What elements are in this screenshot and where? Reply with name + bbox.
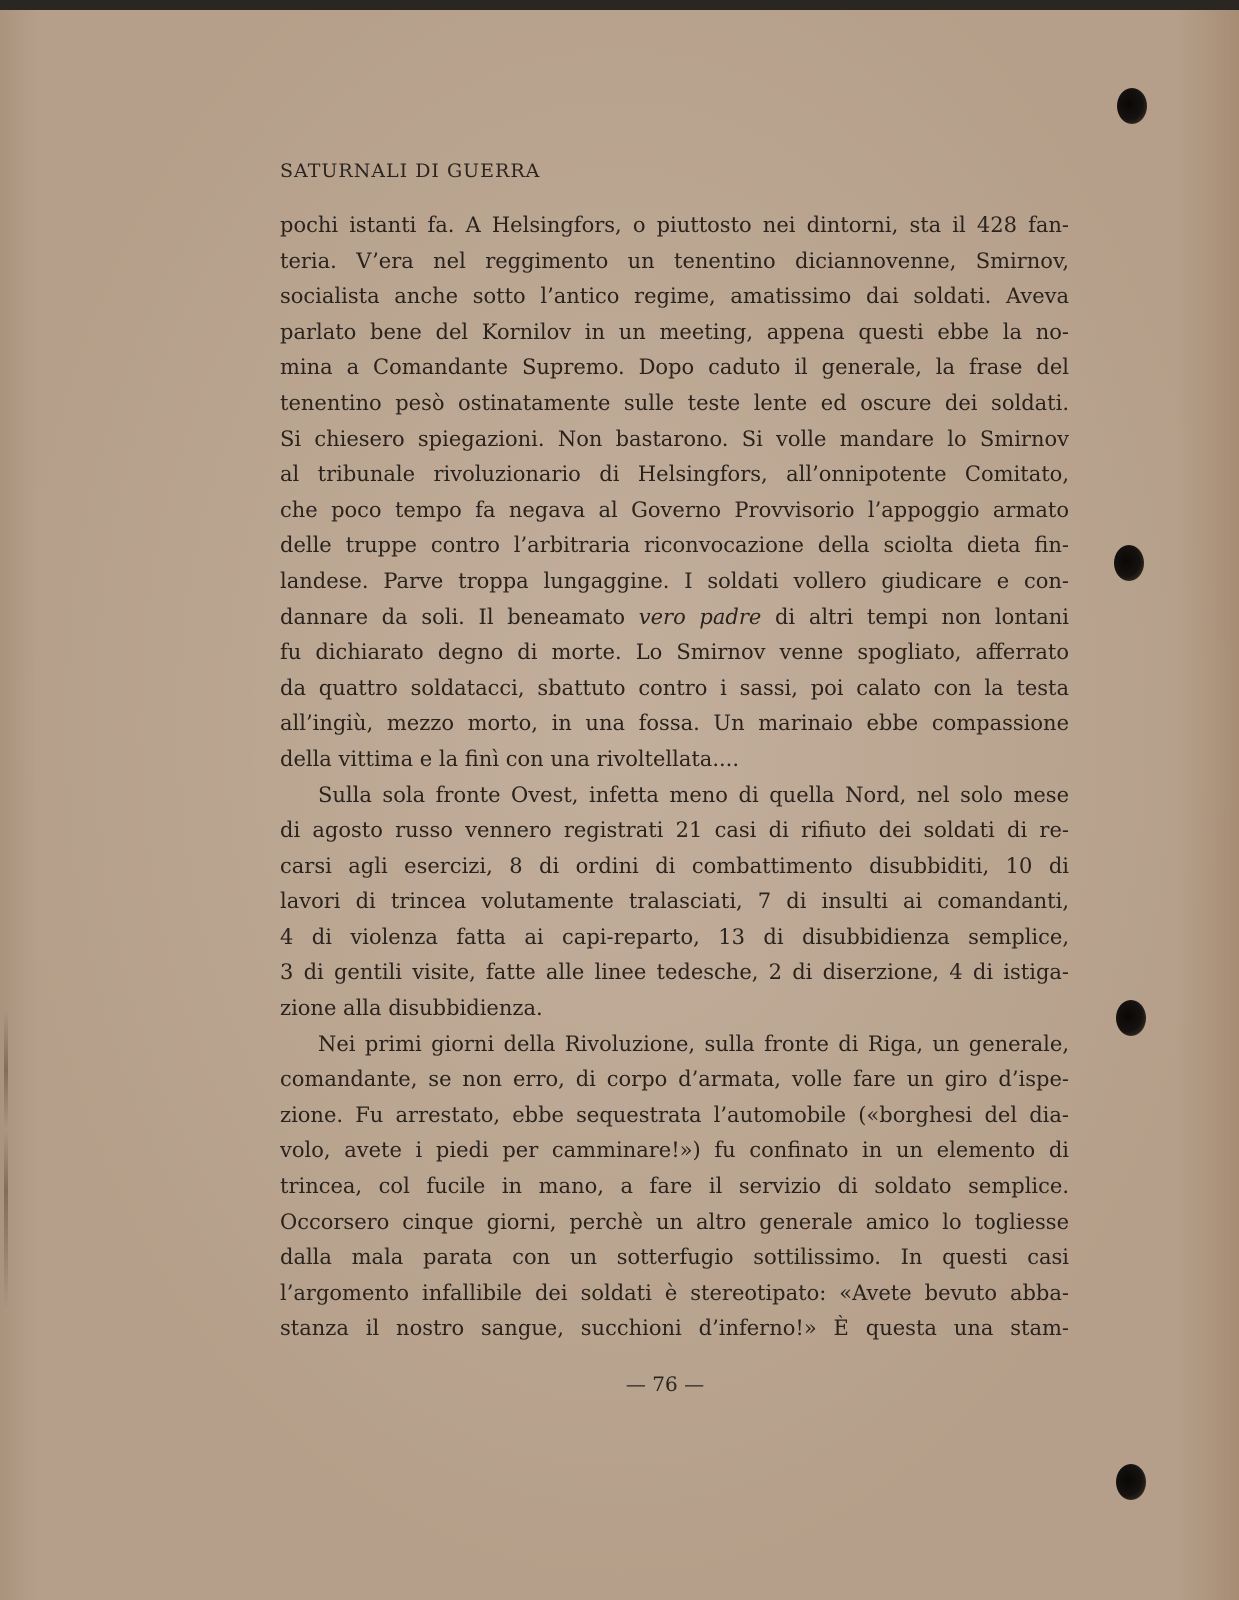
text-segment: dannare da soli. Il beneamato — [280, 604, 626, 629]
text-line: comandante, se non erro, di corpo d’armata, volle fare un giro d’ispe- — [280, 1067, 1069, 1092]
text-line: zione. Fu arrestato, ebbe sequestrata l’automobile («borghesi del dia- — [280, 1102, 1069, 1127]
text-line: trincea, col fucile in mano, a fare il servizio di soldato semplice. — [280, 1174, 1069, 1199]
text-line-with-italic — [280, 600, 1069, 636]
text-line: all’ingiù, mezzo morto, in una fossa. Un marinaio ebbe compassione — [280, 711, 1069, 736]
text-line: dalla mala parata con un sotterfugio sottilissimo. In questi casi — [280, 1245, 1069, 1270]
paragraph-start-line: Sulla sola fronte Ovest, infetta meno di quella Nord, nel solo mese — [318, 782, 1069, 807]
text-line: teria. V’era nel reggimento un tenentino diciannovenne, Smirnov, — [280, 248, 1069, 273]
binding-hole — [1116, 1464, 1146, 1500]
binding-hole — [1114, 545, 1144, 581]
paragraph-start-line: Nei primi giorni della Rivoluzione, sulla fronte di Riga, un generale, — [318, 1031, 1069, 1056]
text-line: al tribunale rivoluzionario di Helsingfors, all’onnipotente Comitato, — [280, 462, 1069, 487]
text-line: l’argomento infallibile dei soldati è stereotipato: «Avete bevuto abba- — [280, 1280, 1069, 1305]
text-segment: di altri tempi non lontani — [774, 604, 1069, 629]
text-line: fu dichiarato degno di morte. Lo Smirnov venne spogliato, afferrato — [280, 640, 1069, 665]
book-page — [0, 10, 1239, 1600]
text-line: socialista anche sotto l’antico regime, amatissimo dai soldati. Aveva — [280, 284, 1069, 309]
text-line: landese. Parve troppa lungaggine. I soldati vollero giudicare e con- — [280, 568, 1069, 593]
page-number: — 76 — — [625, 1372, 705, 1396]
text-line: zione alla disubbidienza. — [280, 996, 543, 1021]
page-edge-wear — [4, 1010, 8, 1310]
italic-phrase: vero padre — [638, 604, 762, 629]
text-line: lavori di trincea volutamente tralasciati, 7 di insulti ai comandanti, — [280, 889, 1069, 914]
text-line: parlato bene del Kornilov in un meeting, appena questi ebbe la no- — [280, 319, 1069, 344]
text-line: di agosto russo vennero registrati 21 casi di rifiuto dei soldati di re- — [280, 818, 1069, 843]
text-line: 3 di gentili visite, fatte alle linee tedesche, 2 di diserzione, 4 di istiga- — [280, 960, 1069, 985]
binding-hole — [1116, 1000, 1146, 1036]
text-line: che poco tempo fa negava al Governo Provvisorio l’appoggio armato — [280, 497, 1069, 522]
text-line: da quattro soldatacci, sbattuto contro i sassi, poi calato con la testa — [280, 675, 1069, 700]
text-line: delle truppe contro l’arbitraria riconvocazione della sciolta dieta fin- — [280, 533, 1069, 558]
text-line: tenentino pesò ostinatamente sulle teste lente ed oscure dei soldati. — [280, 390, 1069, 415]
text-line: carsi agli esercizi, 8 di ordini di combattimento disubbiditi, 10 di — [280, 853, 1069, 878]
binding-hole — [1117, 88, 1147, 124]
text-line: Occorsero cinque giorni, perchè un altro generale amico lo togliesse — [280, 1209, 1069, 1234]
text-line: stanza il nostro sangue, succhioni d’inferno!» È questa una stam- — [280, 1316, 1069, 1341]
text-line: volo, avete i piedi per camminare!») fu confinato in un elemento di — [280, 1138, 1069, 1163]
text-line: pochi istanti fa. A Helsingfors, o piuttosto nei dintorni, sta il 428 fan- — [280, 213, 1069, 237]
body-text — [280, 208, 1069, 1347]
text-line: mina a Comandante Supremo. Dopo caduto il generale, la frase del — [280, 355, 1069, 380]
text-line: della vittima e la finì con una rivoltellata.... — [280, 746, 740, 771]
text-line: Si chiesero spiegazioni. Non bastarono. Si volle mandare lo Smirnov — [280, 426, 1069, 451]
text-line: 4 di violenza fatta ai capi-reparto, 13 di disubbidienza semplice, — [280, 924, 1069, 949]
running-header: SATURNALI DI GUERRA — [280, 160, 541, 182]
